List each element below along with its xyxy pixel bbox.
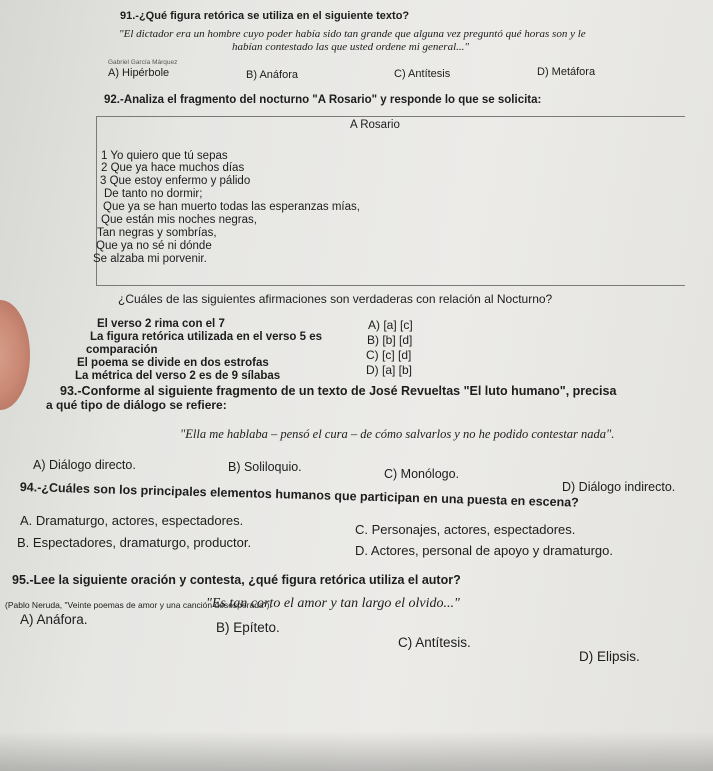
- q92-statement-2b: comparación: [86, 344, 158, 356]
- poem-line-2: 2 Que ya hace muchos días: [101, 162, 245, 174]
- q93-option-c[interactable]: C) Monólogo.: [384, 467, 460, 481]
- q95-source: (Pablo Neruda, "Veinte poemas de amor y una canción desesperada").: [5, 600, 272, 610]
- finger-shadow: [0, 300, 30, 410]
- q93-quote: "Ella me hablaba – pensó el cura – de cómo salvarlos y no he podido contestar nada".: [180, 427, 615, 441]
- poem-line-1: 1 Yo quiero que tú sepas: [101, 150, 228, 162]
- q92-option-b[interactable]: B) [b] [d]: [367, 333, 413, 347]
- q95-option-a[interactable]: A) Anáfora.: [20, 612, 88, 627]
- q92-statement-3: El poema se divide en dos estrofas: [77, 357, 269, 369]
- poem-line-8: Que ya no sé ni dónde: [96, 240, 212, 252]
- q91-question: 91.-¿Qué figura retórica se utiliza en el siguiente texto?: [120, 10, 410, 22]
- poem-line-5: Que ya se han muerto todas las esperanzas mías,: [103, 201, 360, 213]
- q93-option-a[interactable]: A) Diálogo directo.: [33, 458, 136, 472]
- q92-statement-1: El verso 2 rima con el 7: [97, 318, 225, 330]
- q95-question: 95.-Lee la siguiente oración y contesta, ¿qué figura retórica utiliza el autor?: [12, 573, 461, 587]
- poem-line-9: Se alzaba mi porvenir.: [93, 253, 207, 265]
- q93-option-b[interactable]: B) Soliloquio.: [228, 460, 302, 474]
- q92-question: 92.-Analiza el fragmento del nocturno "A Rosario" y responde lo que se solicita:: [104, 94, 542, 106]
- q92-option-d[interactable]: D) [a] [b]: [366, 363, 413, 377]
- poem-line-7: Tan negras y sombrías,: [97, 227, 217, 239]
- q94-option-c[interactable]: C. Personajes, actores, espectadores.: [355, 522, 576, 537]
- q95-option-b[interactable]: B) Epíteto.: [216, 620, 280, 635]
- q92-option-a[interactable]: A) [a] [c]: [368, 318, 413, 332]
- q91-option-d[interactable]: D) Metáfora: [537, 66, 596, 78]
- q94-option-a[interactable]: A. Dramaturgo, actores, espectadores.: [20, 513, 244, 528]
- page-bottom-shadow: [0, 731, 713, 771]
- q93-question-line1: 93.-Conforme al siguiente fragmento de un texto de José Revueltas "El luto humano", precisa: [60, 384, 617, 398]
- poem-line-4: De tanto no dormir;: [104, 188, 203, 200]
- q93-question-line2: a qué tipo de diálogo se refiere:: [46, 398, 227, 412]
- poem-line-6: Que están mis noches negras,: [101, 214, 257, 226]
- q95-quote: "Es tan corto el amor y tan largo el olvido...": [206, 596, 460, 611]
- q91-quote-line2: habían contestado las que usted ordene mi general...": [232, 41, 470, 53]
- q95-option-c[interactable]: C) Antítesis.: [398, 635, 471, 650]
- q92-statement-2: La figura retórica utilizada en el verso 5 es: [90, 331, 323, 343]
- q91-author: Gabriel García Márquez: [108, 59, 178, 66]
- q94-option-b[interactable]: B. Espectadores, dramaturgo, productor.: [17, 535, 252, 550]
- q92-option-c[interactable]: C) [c] [d]: [366, 348, 412, 362]
- poem-title: A Rosario: [350, 119, 400, 131]
- q91-option-a[interactable]: A) Hipérbole: [108, 67, 170, 79]
- q93-option-d[interactable]: D) Diálogo indirecto.: [562, 480, 676, 494]
- q91-quote-line1: "El dictador era un hombre cuyo poder había sido tan grande que alguna vez preguntó qué horas son y le: [119, 28, 586, 40]
- q94-option-d[interactable]: D. Actores, personal de apoyo y dramaturgo.: [355, 543, 613, 558]
- q91-option-c[interactable]: C) Antítesis: [394, 68, 451, 80]
- poem-line-3: 3 Que estoy enfermo y pálido: [100, 175, 251, 187]
- q92-prompt: ¿Cuáles de las siguientes afirmaciones son verdaderas con relación al Nocturno?: [118, 292, 553, 306]
- q95-option-d[interactable]: D) Elipsis.: [579, 649, 640, 664]
- q91-option-b[interactable]: B) Anáfora: [246, 69, 298, 81]
- q92-statement-4: La métrica del verso 2 es de 9 sílabas: [75, 370, 281, 382]
- q94-question: 94.-¿Cuáles son los principales elementos humanos que participan en una puesta en escena?: [19, 480, 579, 510]
